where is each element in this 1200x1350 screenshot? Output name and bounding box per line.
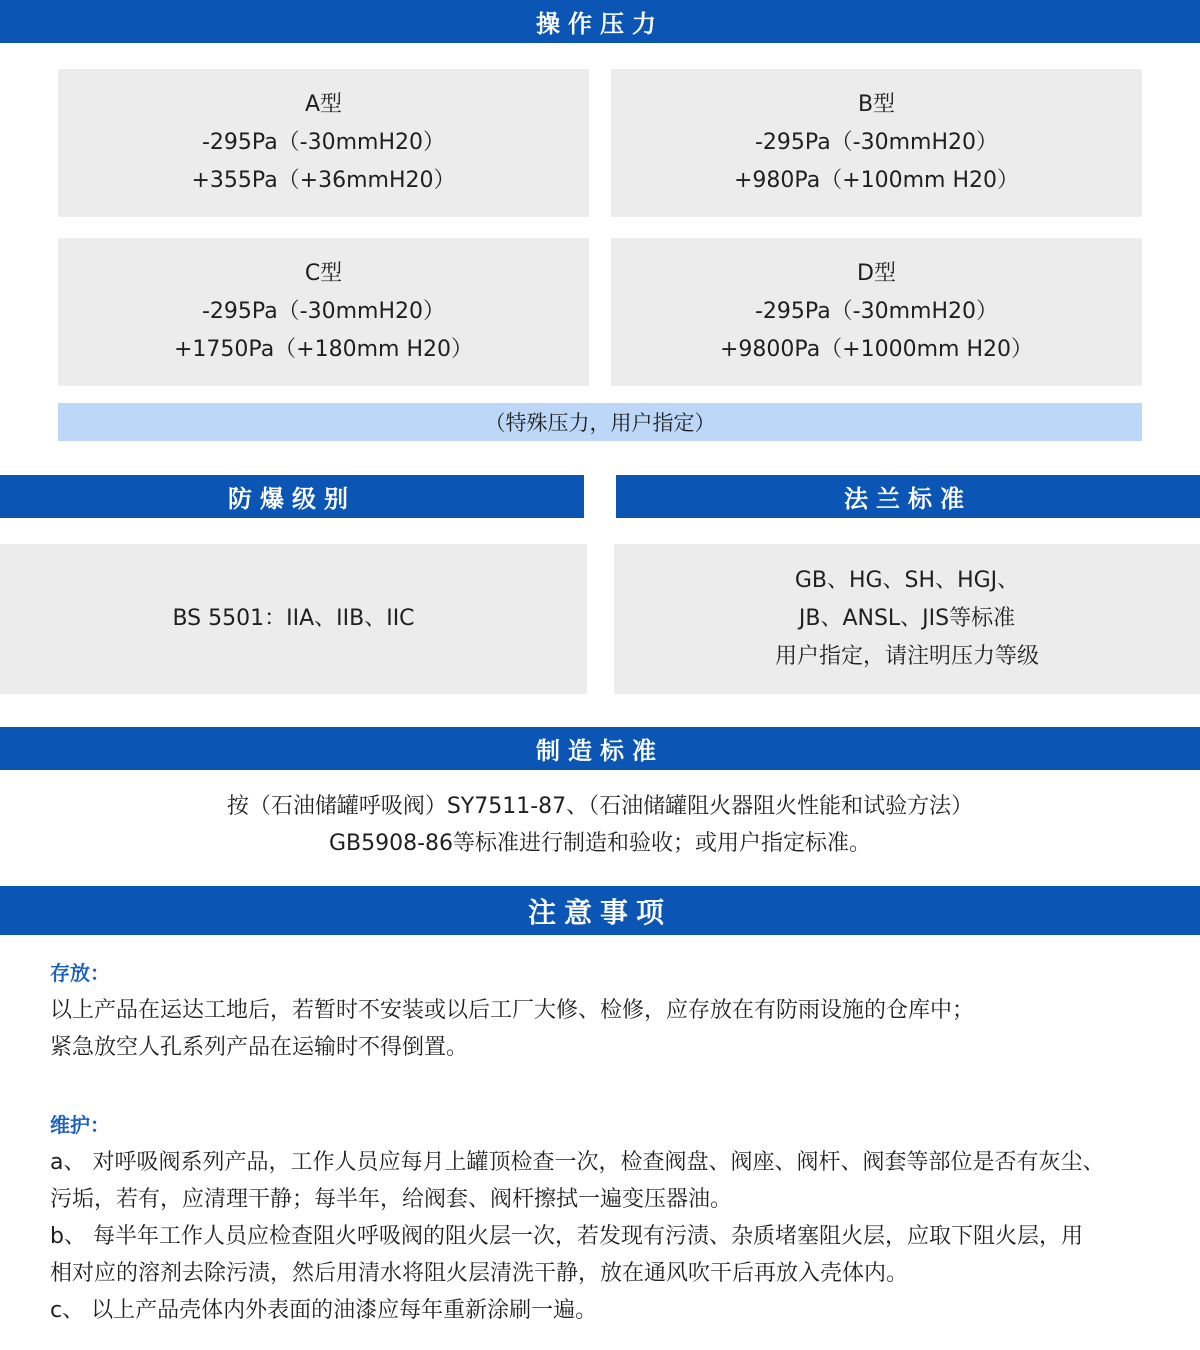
- pressure-type-name: A型: [304, 92, 343, 117]
- section-header-explosion: [0, 475, 584, 518]
- pressure-negative: -295Pa（-30mmH20）: [201, 130, 446, 155]
- pressure-type-name: B型: [857, 92, 896, 117]
- pressure-card-b: [611, 69, 1142, 217]
- storage-line: 以上产品在运达工地后，若暂时不安装或以后工厂大修、检修，应存放在有防雨设施的仓库中；: [50, 998, 975, 1023]
- flange-card: [614, 544, 1200, 694]
- manufacture-line: GB5908-86等标准进行制造和验收；或用户指定标准。: [328, 831, 872, 856]
- explosion-card: [0, 544, 587, 694]
- storage-block: [50, 955, 1170, 1066]
- section-title-pressure: 操作压力: [536, 10, 664, 38]
- pressure-positive: +980Pa（+100mm H20）: [733, 168, 1019, 193]
- pressure-type-name: D型: [857, 261, 896, 286]
- maintenance-line: b、 每半年工作人员应检查阻火呼吸阀的阻火层一次，若发现有污渍、杂质堵塞阻火层，应取下阻火层，用: [50, 1224, 1083, 1249]
- storage-line: 紧急放空人孔系列产品在运输时不得倒置。: [50, 1035, 469, 1060]
- section-title-manufacture: 制造标准: [536, 737, 664, 765]
- maintenance-title: 维护：: [50, 1113, 110, 1137]
- maintenance-line: c、 以上产品壳体内外表面的油漆应每年重新涂刷一遍。: [50, 1298, 598, 1323]
- flange-line: JB、ANSL、JIS等标准: [798, 606, 1016, 631]
- section-header-manufacture: [0, 727, 1200, 770]
- pressure-positive: +9800Pa（+1000mm H20）: [720, 337, 1033, 362]
- maintenance-line: 污垢，若有，应清理干静；每半年，给阀套、阀杆擦拭一遍变压器油。: [50, 1187, 733, 1212]
- storage-title: 存放：: [50, 961, 110, 985]
- section-title-notes: 注意事项: [527, 895, 672, 929]
- flange-line: GB、HG、SH、HGJ、: [794, 568, 1020, 593]
- section-header-notes: [0, 886, 1200, 935]
- pressure-note: [58, 403, 1142, 441]
- manufacture-text: [0, 788, 1200, 862]
- pressure-card-a: [58, 69, 589, 217]
- section-title-flange: 法兰标准: [844, 485, 972, 513]
- pressure-negative: -295Pa（-30mmH20）: [201, 299, 446, 324]
- pressure-positive: +1750Pa（+180mm H20）: [174, 337, 473, 362]
- flange-line: 用户指定，请注明压力等级: [774, 644, 1039, 669]
- pressure-negative: -295Pa（-30mmH20）: [754, 299, 999, 324]
- section-header-flange: [616, 475, 1200, 518]
- maintenance-line: 相对应的溶剂去除污渍，然后用清水将阻火层清洗干静，放在通风吹干后再放入壳体内。: [50, 1261, 909, 1286]
- section-header-pressure: [0, 0, 1200, 43]
- explosion-text: BS 5501：IIA、IIB、IIC: [172, 606, 415, 631]
- manufacture-line: 按（石油储罐呼吸阀）SY7511-87、（石油储罐阻火器阻火性能和试验方法）: [226, 794, 974, 819]
- pressure-type-name: C型: [304, 261, 343, 286]
- pressure-positive: +355Pa（+36mmH20）: [191, 168, 456, 193]
- section-title-explosion: 防爆级别: [228, 485, 356, 513]
- maintenance-block: [50, 1107, 1170, 1329]
- pressure-card-d: [611, 238, 1142, 386]
- pressure-card-c: [58, 238, 589, 386]
- pressure-negative: -295Pa（-30mmH20）: [754, 130, 999, 155]
- pressure-note-text: （特殊压力，用户指定）: [484, 411, 716, 435]
- maintenance-line: a、 对呼吸阀系列产品，工作人员应每月上罐顶检查一次，检查阀盘、阀座、阀杆、阀套等部位是否有灰尘、: [50, 1150, 1105, 1175]
